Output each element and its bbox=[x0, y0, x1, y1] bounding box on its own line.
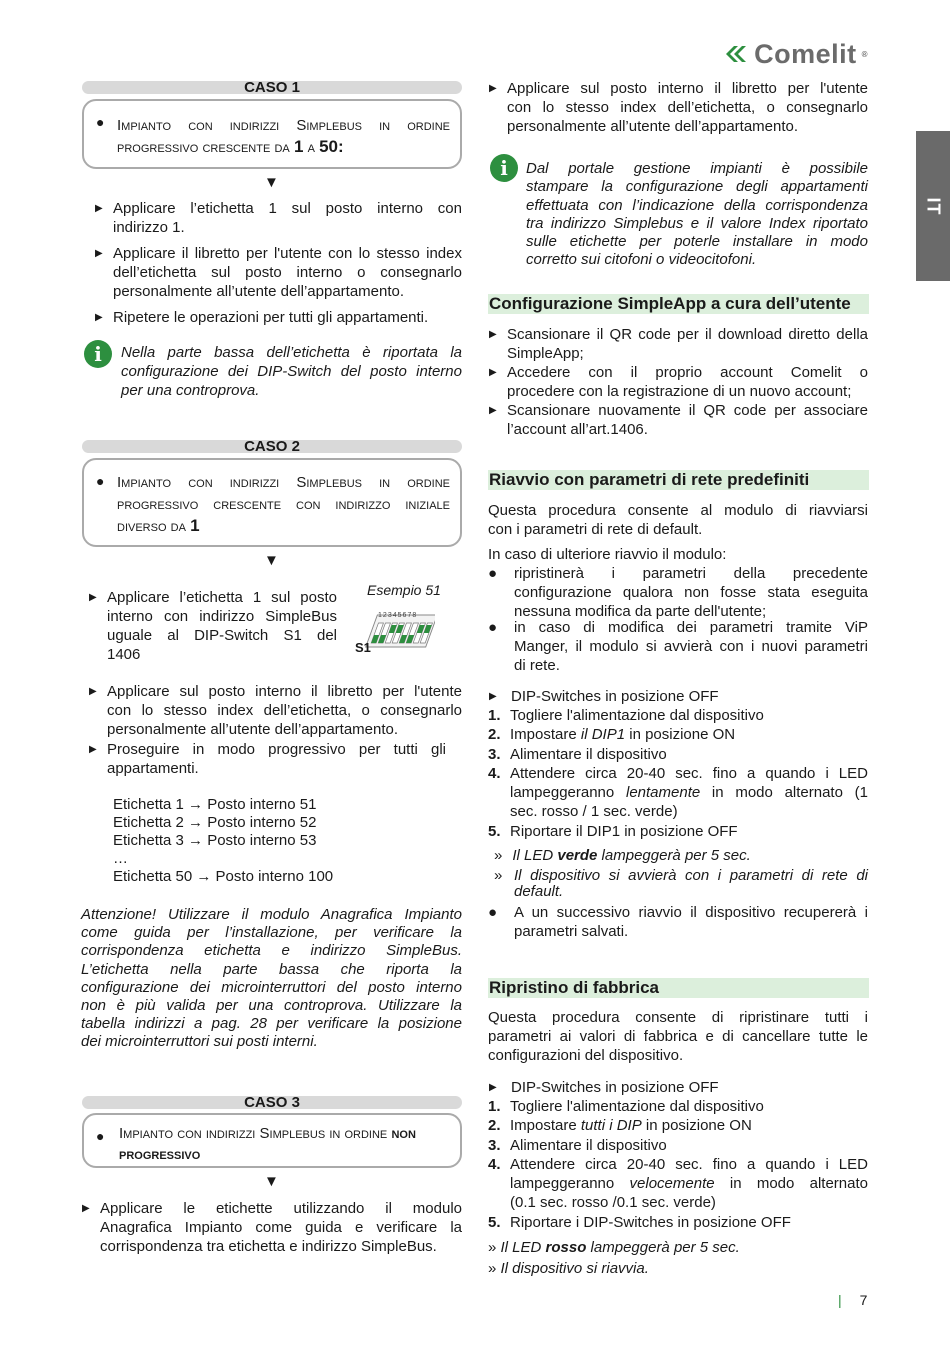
ripristino-result-2: » Il dispositivo si riavvia. bbox=[488, 1260, 649, 1277]
ripristino-intro: Questa procedura consente di ripristinare tutti i parametri ai valori di fabbrica e di cancellare tutte le configurazioni del dispositivo. bbox=[488, 1009, 868, 1064]
simpleapp-heading: Configurazione SimpleApp a cura dell’utente bbox=[488, 294, 869, 314]
riavvio-step-1: 1. Togliere l'alimentazione dal dispositivo bbox=[488, 707, 764, 724]
down-arrow-icon: ▼ bbox=[264, 1173, 279, 1190]
caso3-item: ▶ Applicare le etichette utilizzando il modulo Anagrafica Impianto come guida e verificare la corrispondenza tra etichetta e indirizzo SimpleBus. bbox=[82, 1200, 462, 1255]
comelit-logo bbox=[724, 38, 868, 69]
caso2-box-line1: Impianto con indirizzi Simplebus in ordine bbox=[117, 474, 450, 491]
bullet-dot: ● bbox=[488, 904, 498, 921]
riavvio-intro: Questa procedura consente al modulo di riavviarsi con i parametri di rete di default. bbox=[488, 502, 868, 538]
dip-numbers: 1 2 3 4 5 6 7 8 bbox=[378, 612, 417, 619]
caso3-box bbox=[82, 1113, 462, 1168]
riavvio-bullet-1: ● ripristinerà i parametri della precedente configurazione qualora non fosse stata eseguita nessuna modifica da parte dell'utente; bbox=[488, 565, 868, 620]
label-mapping: Etichetta 1 → Posto interno 51 Etichetta 2 → Posto interno 52 Etichetta 3 → Posto interno 53 … Etichetta 50 → Posto interno 100 bbox=[113, 796, 334, 885]
riavvio-heading: Riavvio con parametri di rete predefiniti bbox=[488, 470, 869, 490]
triangle-bullet-icon: ▶ bbox=[489, 83, 497, 94]
page-number: | 7 bbox=[838, 1292, 868, 1308]
caso2-box-line2: progressivo crescente con indirizzo iniziale bbox=[117, 496, 450, 513]
riavvio-bullet-2: ● in caso di modifica dei parametri tramite ViP Manger, il modulo si avvierà con i nuovi parametri di rete. bbox=[488, 619, 868, 674]
triangle-bullet-icon: ▶ bbox=[489, 691, 497, 702]
triangle-bullet-icon: ▶ bbox=[95, 248, 103, 259]
caso3-title: CASO 3 bbox=[82, 1096, 462, 1109]
caso2-item-2: ▶ Applicare sul posto interno il libretto per l'utente con lo stesso index dell’etichetta, o consegnarlo personalmente all’utente dell’appartamento. bbox=[89, 683, 462, 738]
triangle-bullet-icon: ▶ bbox=[95, 203, 103, 214]
caso1-item-1: ▶ Applicare l’etichetta 1 sul posto interno con indirizzo 1. bbox=[95, 200, 462, 236]
ripristino-step-5: 5. Riportare i DIP-Switches in posizione OFF bbox=[488, 1213, 791, 1231]
down-arrow-icon: ▼ bbox=[264, 174, 279, 191]
registered-mark: ® bbox=[861, 49, 868, 59]
info-icon: i bbox=[84, 340, 112, 368]
ripristino-result-1: » Il LED rosso lampeggerà per 5 sec. bbox=[488, 1239, 740, 1256]
caso1-item-3: ▶ Ripetere le operazioni per tutti gli appartamenti. bbox=[95, 309, 429, 326]
ripristino-step-1: 1. Togliere l'alimentazione dal dispositivo bbox=[488, 1098, 764, 1115]
bullet-dot: ● bbox=[488, 565, 498, 582]
riavvio-lead: In caso di ulteriore riavvio il modulo: bbox=[488, 546, 727, 563]
simpleapp-item-1: ▶ Scansionare il QR code per il download diretto della SimpleApp; bbox=[489, 326, 868, 362]
caso2-item-3: ▶ Proseguire in modo progressivo per tutti gli appartamenti. bbox=[89, 741, 446, 777]
riavvio-step-4: 4. Attendere circa 20-40 sec. fino a quando i LED lampeggeranno lentamente in modo alternato (1 sec. rosso / 1 sec. verde) bbox=[488, 764, 869, 821]
dip-s1-label: S1 bbox=[355, 640, 371, 655]
simpleapp-item-2: ▶ Accedere con il proprio account Comelit o procedere con la registrazione di un nuovo account; bbox=[489, 364, 868, 400]
triangle-bullet-icon: ▶ bbox=[82, 1203, 90, 1214]
riavvio-step-2: 2. Impostare il DIP1 in posizione ON bbox=[488, 726, 736, 744]
page-divider: | bbox=[838, 1292, 842, 1308]
ripristino-step-3: 3. Alimentare il dispositivo bbox=[488, 1136, 667, 1154]
right-top-item: ▶ Applicare sul posto interno il libretto per l'utente con lo stesso index dell’etichetta, o consegnarlo personalmente all’utente dell’appartamento. bbox=[489, 80, 868, 135]
riavvio-final: ● A un successivo riavvio il dispositivo recupererà i parametri salvati. bbox=[488, 904, 868, 940]
example-label: Esempio 51 bbox=[367, 582, 441, 598]
bullet-dot: ● bbox=[96, 473, 105, 489]
caso3-box-line1: Impianto con indirizzi Simplebus in ordine non bbox=[119, 1125, 416, 1142]
language-label: IT bbox=[923, 197, 944, 215]
triangle-bullet-icon: ▶ bbox=[89, 686, 97, 697]
triangle-bullet-icon: ▶ bbox=[89, 592, 97, 603]
caso2-item-1: ▶ Applicare l’etichetta 1 sul posto interno con indirizzo SimpleBus uguale al DIP-Switch S1 del 1406 bbox=[89, 589, 337, 663]
brand-name: Comelit bbox=[754, 38, 857, 69]
caso1-item-2: ▶ Applicare il libretto per l'utente con lo stesso index dell’etichetta sul posto interno o consegnarlo personalmente all’utente dell’appartamento. bbox=[95, 245, 462, 300]
caso1-note: Nella parte bassa dell’etichetta è riportata la configurazione dei DIP-Switch del posto interno per una controprova. bbox=[121, 344, 462, 399]
comelit-logo-icon bbox=[724, 44, 750, 64]
ripristino-step-4: 4. Attendere circa 20-40 sec. fino a quando i LED lampeggeranno velocemente in modo alternato (0.1 sec. rosso /0.1 sec. verde) bbox=[488, 1155, 868, 1212]
caso1-box-line2: progressivo crescente da 1 a 50: bbox=[117, 137, 344, 156]
caso1-title: CASO 1 bbox=[82, 81, 462, 94]
ripristino-steps bbox=[488, 1097, 868, 1232]
triangle-bullet-icon: ▶ bbox=[489, 329, 497, 340]
triangle-bullet-icon: ▶ bbox=[95, 312, 103, 323]
down-arrow-icon: ▼ bbox=[264, 552, 279, 569]
simpleapp-item-3: ▶ Scansionare nuovamente il QR code per associare l’account all’art.1406. bbox=[489, 402, 868, 438]
triangle-bullet-icon: ▶ bbox=[489, 367, 497, 378]
riavvio-result-1: » Il LED verde lampeggerà per 5 sec. bbox=[494, 847, 751, 864]
riavvio-result-2: » Il dispositivo si avvierà con i parametri di rete di default. bbox=[494, 867, 868, 900]
info-icon: i bbox=[490, 154, 518, 182]
riavvio-steps bbox=[488, 706, 868, 841]
bullet-dot: ● bbox=[96, 1128, 105, 1144]
caso2-box bbox=[82, 458, 462, 547]
riavvio-dip: ▶ DIP-Switches in posizione OFF bbox=[489, 688, 719, 705]
right-note: Dal portale gestione impianti è possibile stampare la configurazione degli appartamenti effettuata con l’indicazione della corrispondenza tra indirizzo Simplebus e il valore Index riportato sulle etichette per poterle installare in modo corretto sui citofoni o videocitofoni. bbox=[526, 160, 868, 269]
bullet-dot: ● bbox=[96, 114, 105, 130]
triangle-bullet-icon: ▶ bbox=[89, 744, 97, 755]
caso1-box bbox=[82, 99, 462, 169]
riavvio-step-3: 3. Alimentare il dispositivo bbox=[488, 745, 667, 763]
caso2-box-line3: diverso da 1 bbox=[117, 516, 200, 535]
ripristino-step-2: 2. Impostare tutti i DIP in posizione ON bbox=[488, 1117, 752, 1135]
riavvio-step-5: 5. Riportare il DIP1 in posizione OFF bbox=[488, 822, 738, 840]
triangle-bullet-icon: ▶ bbox=[489, 1082, 497, 1093]
caso3-box-line2: progressivo bbox=[119, 1146, 201, 1163]
ripristino-heading: Ripristino di fabbrica bbox=[488, 978, 869, 998]
triangle-bullet-icon: ▶ bbox=[489, 405, 497, 416]
caso2-warning: Attenzione! Utilizzare il modulo Anagrafica Impianto come guida per l’installazione, per verificare la corrispondenza etichetta e indirizzo SimpleBus. L’etichetta nella parte bassa che riporta la configurazione dei microinterruttori del posto interno non è più valida per una controprova. Utilizzare la tabella indirizzi a pag. 28 per verificare la posizione dei microinterruttori sui posti interni. bbox=[81, 906, 462, 1051]
bullet-dot: ● bbox=[488, 619, 498, 636]
caso2-title: CASO 2 bbox=[82, 440, 462, 453]
language-tab bbox=[916, 131, 950, 281]
ripristino-dip: ▶ DIP-Switches in posizione OFF bbox=[489, 1079, 719, 1096]
caso1-box-line1: Impianto con indirizzi Simplebus in ordine bbox=[117, 117, 450, 134]
